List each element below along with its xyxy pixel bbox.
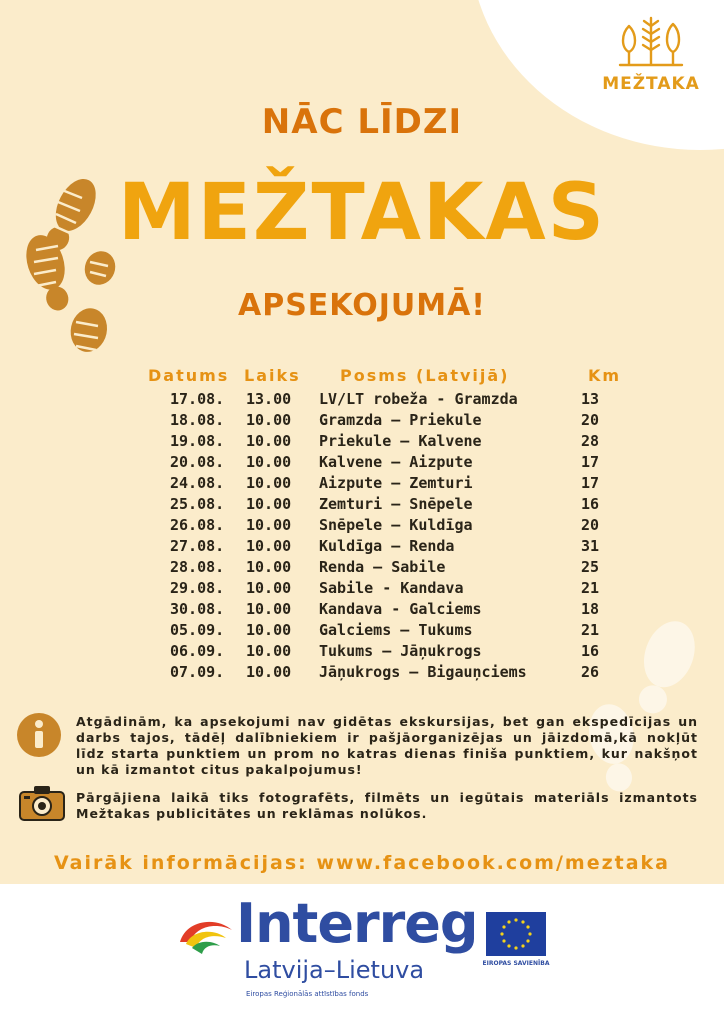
row-date: 28.08. [170,558,225,576]
camera-icon [18,784,66,822]
column-header-route: Posms (Latvijā) [340,366,510,385]
row-km: 21 [580,579,600,597]
row-km: 13 [580,390,600,408]
row-km: 25 [580,558,600,576]
meztaka-logo [596,14,706,94]
row-route: Jāņukrogs – Bigauņciems [319,663,527,681]
row-km: 17 [580,474,600,492]
table-row [0,537,724,558]
row-km: 20 [580,516,600,534]
table-row [0,663,724,684]
row-time: 10.00 [246,642,292,660]
row-time: 10.00 [246,474,292,492]
table-row [0,642,724,663]
footer [0,884,724,1024]
row-date: 25.08. [170,495,225,513]
interreg-fund: Eiropas Reģionālās attīstības fonds [246,990,369,998]
row-route: Gramzda – Priekule [319,411,482,429]
row-km: 28 [580,432,600,450]
row-route: Sabile - Kandava [319,579,464,597]
row-route: LV/LT robeža - Gramzda [319,390,518,408]
table-row [0,558,724,579]
row-date: 20.08. [170,453,225,471]
column-header-date: Datums [148,366,230,385]
row-route: Aizpute – Zemturi [319,474,473,492]
interreg-region: Latvija–Lietuva [244,956,425,984]
table-row [0,432,724,453]
row-time: 10.00 [246,558,292,576]
row-time: 10.00 [246,516,292,534]
column-header-time: Laiks [244,366,301,385]
row-date: 18.08. [170,411,225,429]
row-time: 13.00 [246,390,292,408]
row-route: Zemturi – Snēpele [319,495,473,513]
table-row [0,495,724,516]
row-time: 10.00 [246,663,292,681]
row-km: 16 [580,495,600,513]
row-time: 10.00 [246,495,292,513]
interreg-swoosh-icon [176,912,236,962]
logo-text: MEŽTAKA [602,74,700,94]
row-date: 27.08. [170,537,225,555]
row-time: 10.00 [246,453,292,471]
row-km: 21 [580,621,600,639]
eu-flag-icon [486,912,546,956]
row-route: Snēpele – Kuldīga [319,516,473,534]
row-date: 19.08. [170,432,225,450]
table-row [0,621,724,642]
column-header-km: Km [588,366,622,385]
table-row [0,516,724,537]
headline-top: NĀC LĪDZI [261,102,463,142]
row-date: 24.08. [170,474,225,492]
trees-icon [616,14,686,70]
eu-label: EIROPAS SAVIENĪBA [482,960,550,967]
row-km: 26 [580,663,600,681]
row-time: 10.00 [246,537,292,555]
row-km: 20 [580,411,600,429]
row-km: 17 [580,453,600,471]
row-date: 05.09. [170,621,225,639]
row-date: 06.09. [170,642,225,660]
row-time: 10.00 [246,600,292,618]
row-time: 10.00 [246,432,292,450]
row-date: 29.08. [170,579,225,597]
row-route: Priekule – Kalvene [319,432,482,450]
interreg-logo-text: Interreg [236,892,478,955]
row-route: Kandava - Galciems [319,600,482,618]
row-route: Kuldīga – Renda [319,537,455,555]
row-route: Galciems – Tukums [319,621,473,639]
table-row [0,579,724,600]
row-route: Kalvene – Aizpute [319,453,473,471]
row-time: 10.00 [246,621,292,639]
row-date: 07.09. [170,663,225,681]
row-km: 16 [580,642,600,660]
table-row [0,474,724,495]
table-row [0,453,724,474]
row-date: 17.08. [170,390,225,408]
table-row [0,411,724,432]
row-time: 10.00 [246,411,292,429]
row-route: Renda – Sabile [319,558,446,576]
info-icon [16,712,62,758]
headline-bottom: APSEKOJUMĀ! [238,288,486,323]
info-note: Atgādinām, ka apsekojumi nav gidētas ekskursijas, bet gan ekspedīcijas un darbs tajos, tādēļ dalībniekiem ir pašjāorganizējas un jāizdomā,kā nokļūt līdz starta punktiem un prom no katras dienas finiša punktiem, kur nakšņot un kā izmantot citus pakalpojumus! [76,714,698,777]
row-km: 31 [580,537,600,555]
photo-note: Pārgājiena laikā tiks fotografēts, filmēts un iegūtais materiāls izmantots Mežtakas publicitātes un reklāmas nolūkos. [76,790,698,821]
row-km: 18 [580,600,600,618]
row-date: 30.08. [170,600,225,618]
headline-main: MEŽTAKAS [118,168,606,258]
row-date: 26.08. [170,516,225,534]
table-row [0,390,724,411]
row-route: Tukums – Jāņukrogs [319,642,482,660]
more-info-link[interactable]: Vairāk informācijas: www.facebook.com/meztaka [53,852,671,874]
row-time: 10.00 [246,579,292,597]
table-row [0,600,724,621]
